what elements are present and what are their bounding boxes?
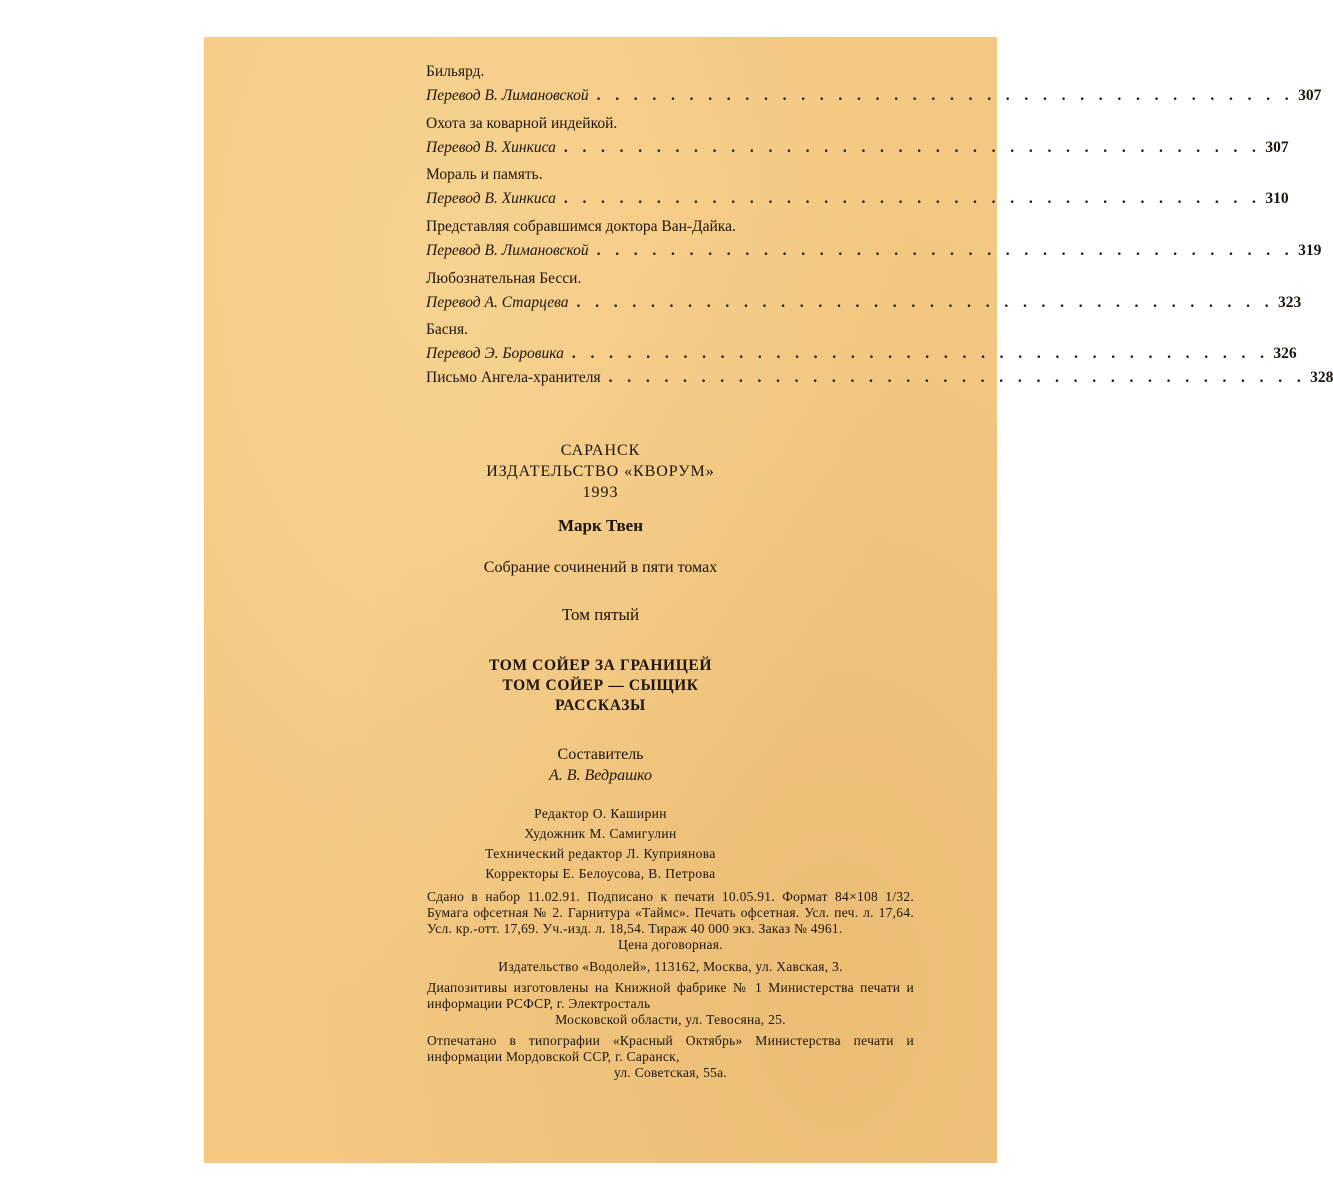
toc-entry-line xyxy=(426,345,1297,363)
toc-leader-dots: . . . . . . . . . . . . . . . . . . . . . . . . . . . . . . . . . . . . . . xyxy=(596,87,1295,104)
toc-entry-title: Мораль и память. xyxy=(426,166,543,183)
toc-entry-title: Басня. xyxy=(426,321,468,338)
book-title-line: РАССКАЗЫ xyxy=(555,697,646,714)
imprint-diapositives-last: Московской области, ул. Тевосяна, 25. xyxy=(555,1012,786,1027)
toc-entry-line xyxy=(426,294,1302,312)
toc-translator: Перевод В. Хинкиса xyxy=(426,139,556,156)
book-titles xyxy=(204,656,997,716)
toc-leader-dots: . . . . . . . . . . . . . . . . . . . . . . . . . . . . . . . . . . . . . . xyxy=(608,369,1307,386)
toc-translator: Перевод В. Хинкиса xyxy=(426,190,556,207)
toc-page-number: 319 xyxy=(1298,242,1322,259)
toc-translator: Перевод В. Лимановской xyxy=(426,87,589,104)
toc-page-number: 323 xyxy=(1278,294,1302,311)
imprint-publisher-address: Издательство «Водолей», 113162, Москва, ул. Хавская, 3. xyxy=(498,959,843,974)
toc-entry-line xyxy=(426,139,1289,157)
toc-page-number: 310 xyxy=(1265,190,1289,207)
toc-entry-title: Представляя собравшимся доктора Ван-Дайка. xyxy=(426,218,736,235)
toc-translator: Перевод Э. Боровика xyxy=(426,345,564,362)
toc-leader-dots: . . . . . . . . . . . . . . . . . . . . . . . . . . . . . . . . . . . . . . xyxy=(571,345,1270,362)
book-author: Марк Твен xyxy=(557,516,644,535)
publisher-year: 1993 xyxy=(582,484,619,501)
publisher-name: ИЗДАТЕЛЬСТВО «КВОРУМ» xyxy=(486,463,715,480)
toc-entry-line xyxy=(426,190,1289,208)
publisher-city: САРАНСК xyxy=(560,442,641,459)
toc-entry-title: Письмо Ангела-хранителя xyxy=(426,369,601,386)
toc-entry-line xyxy=(426,242,1322,260)
credit-line: Технический редактор Л. Куприянова xyxy=(485,846,716,861)
toc-entry-title: Любознательная Бесси. xyxy=(426,270,582,287)
credit-line: Художник М. Самигулин xyxy=(524,826,677,841)
toc-entry-line xyxy=(426,369,1333,387)
toc-translator: Перевод А. Старцева xyxy=(426,294,569,311)
imprint-printed: Отпечатано в типографии «Красный Октябрь» Министерства печати и информации Мордовской ССР, г. Саранск, xyxy=(427,1033,914,1064)
credits-block xyxy=(204,804,997,884)
credit-line: Корректоры Е. Белоусова, В. Петрова xyxy=(485,866,716,881)
toc-page-number: 307 xyxy=(1298,87,1322,104)
imprint-specs: Сдано в набор 11.02.91. Подписано к печати 10.05.91. Формат 84×108 1/32. Бумага офсетная № 2. Гарнитура «Таймс». Печать офсетная. Усл. печ. л. 17,64. Усл. кр.-отт. 17,69. Уч.-изд. л. 18,54. Тираж 40 000 экз. Заказ № 4961. xyxy=(427,889,914,936)
toc-entry-line xyxy=(426,87,1322,105)
toc-entry-title: Охота за коварной индейкой. xyxy=(426,115,618,132)
compiler-label: Составитель xyxy=(557,746,644,763)
imprint-diapositives: Диапозитивы изготовлены на Книжной фабрике № 1 Министерства печати и информации РСФСР, г. Электросталь xyxy=(427,980,914,1011)
credit-line: Редактор О. Каширин xyxy=(534,806,667,821)
toc-entry-title: Бильярд. xyxy=(426,63,485,80)
toc-leader-dots: . . . . . . . . . . . . . . . . . . . . . . . . . . . . . . . . . . . . . . xyxy=(576,294,1275,311)
toc-page-number: 326 xyxy=(1273,345,1297,362)
imprint-printed-last: ул. Советская, 55а. xyxy=(613,1065,728,1080)
toc-leader-dots: . . . . . . . . . . . . . . . . . . . . . . . . . . . . . . . . . . . . . . xyxy=(596,242,1295,259)
toc-page-number: 328 xyxy=(1310,369,1333,386)
volume-label: Том пятый xyxy=(561,605,640,624)
toc-page-number: 307 xyxy=(1265,139,1289,156)
collection-title: Собрание сочинений в пяти томах xyxy=(483,559,718,576)
imprint-price: Цена договорная. xyxy=(618,937,723,952)
imprint-block xyxy=(427,889,914,1081)
book-title-line: ТОМ СОЙЕР — СЫЩИК xyxy=(502,677,699,694)
compiler-name: А. В. Ведрашко xyxy=(548,767,653,784)
toc-leader-dots: . . . . . . . . . . . . . . . . . . . . . . . . . . . . . . . . . . . . . . xyxy=(563,190,1262,207)
book-title-line: ТОМ СОЙЕР ЗА ГРАНИЦЕЙ xyxy=(488,657,713,674)
publisher-block xyxy=(204,440,997,503)
toc-leader-dots: . . . . . . . . . . . . . . . . . . . . . . . . . . . . . . . . . . . . . . xyxy=(563,139,1262,156)
toc-translator: Перевод В. Лимановской xyxy=(426,242,589,259)
